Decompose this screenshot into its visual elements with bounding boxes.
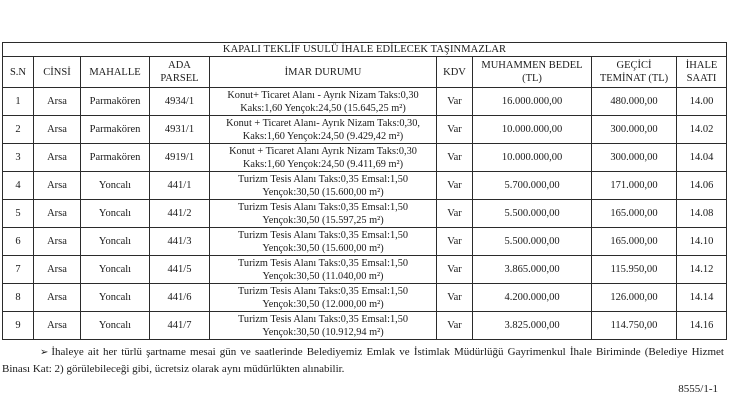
cell-cinsi: Arsa <box>34 200 81 228</box>
cell-imar-line2: Yençok:30,50 (15.597,25 m²) <box>262 214 384 226</box>
header-mahalle: MAHALLE <box>81 57 150 88</box>
cell-imar-line1: Turizm Tesis Alanı Taks:0,35 Emsal:1,50 <box>238 313 408 325</box>
table-row <box>3 284 727 312</box>
cell-imar-line1: Turizm Tesis Alanı Taks:0,35 Emsal:1,50 <box>238 229 408 241</box>
cell-imar-line1: Konut + Ticaret Alanı Ayrık Nizam Taks:0,30 <box>229 145 417 157</box>
table-header-row <box>3 57 727 88</box>
cell-mahalle: Parmakören <box>81 144 150 172</box>
reference-number: 8555/1-1 <box>678 383 718 395</box>
cell-bedel: 16.000.000,00 <box>473 88 592 116</box>
cell-imar <box>210 144 437 172</box>
cell-imar <box>210 312 437 340</box>
cell-kdv: Var <box>437 88 473 116</box>
cell-kdv: Var <box>437 172 473 200</box>
cell-ada-parsel: 441/3 <box>150 228 210 256</box>
cell-imar-line2: Kaks:1,60 Yençok:24,50 (15.645,25 m²) <box>240 102 406 114</box>
cell-imar <box>210 172 437 200</box>
cell-ada-parsel: 441/2 <box>150 200 210 228</box>
cell-sn: 4 <box>3 172 34 200</box>
cell-bedel: 10.000.000,00 <box>473 116 592 144</box>
table-title-row <box>3 43 727 57</box>
header-saat-line2: SAATI <box>686 73 717 84</box>
cell-bedel: 5.500.000,00 <box>473 228 592 256</box>
cell-teminat: 114.750,00 <box>592 312 677 340</box>
table-row <box>3 172 727 200</box>
cell-imar-line1: Konut + Ticaret Alanı- Ayrık Nizam Taks:0,30, <box>226 117 420 129</box>
cell-bedel: 3.865.000,00 <box>473 256 592 284</box>
cell-mahalle: Parmakören <box>81 88 150 116</box>
cell-sn: 7 <box>3 256 34 284</box>
cell-bedel: 5.500.000,00 <box>473 200 592 228</box>
cell-ada-parsel: 441/1 <box>150 172 210 200</box>
header-cinsi: CİNSİ <box>34 57 81 88</box>
cell-saat: 14.12 <box>677 256 727 284</box>
cell-imar-line1: Turizm Tesis Alanı Taks:0,35 Emsal:1,50 <box>238 173 408 185</box>
cell-imar-line2: Yençok:30,50 (12.000,00 m²) <box>262 298 384 310</box>
cell-kdv: Var <box>437 116 473 144</box>
cell-bedel: 3.825.000,00 <box>473 312 592 340</box>
cell-cinsi: Arsa <box>34 116 81 144</box>
table-row <box>3 228 727 256</box>
cell-kdv: Var <box>437 312 473 340</box>
table-row <box>3 256 727 284</box>
cell-sn: 6 <box>3 228 34 256</box>
cell-imar-line2: Yençok:30,50 (15.600,00 m²) <box>262 242 384 254</box>
cell-imar-line2: Kaks:1,60 Yençok:24,50 (9.429,42 m²) <box>242 130 404 142</box>
cell-ada-parsel: 441/6 <box>150 284 210 312</box>
header-parsel: PARSEL <box>160 73 199 84</box>
cell-cinsi: Arsa <box>34 312 81 340</box>
header-bedel-line1: MUHAMMEN BEDEL <box>481 60 583 71</box>
cell-kdv: Var <box>437 228 473 256</box>
cell-teminat: 126.000,00 <box>592 284 677 312</box>
header-saat <box>677 57 727 88</box>
cell-bedel: 4.200.000,00 <box>473 284 592 312</box>
cell-bedel: 5.700.000,00 <box>473 172 592 200</box>
header-bedel <box>473 57 592 88</box>
table-row <box>3 312 727 340</box>
table-row <box>3 116 727 144</box>
header-ada-parsel <box>150 57 210 88</box>
cell-ada-parsel: 4919/1 <box>150 144 210 172</box>
cell-imar <box>210 228 437 256</box>
cell-saat: 14.14 <box>677 284 727 312</box>
arrow-bullet-icon: ➢ <box>40 347 49 358</box>
cell-imar-line2: Yençok:30,50 (15.600,00 m²) <box>262 186 384 198</box>
header-imar: İMAR DURUMU <box>210 57 437 88</box>
cell-ada-parsel: 4934/1 <box>150 88 210 116</box>
cell-sn: 3 <box>3 144 34 172</box>
cell-sn: 1 <box>3 88 34 116</box>
note-paragraph <box>2 344 724 377</box>
header-teminat-line2: TEMİNAT (TL) <box>599 73 669 84</box>
cell-imar <box>210 116 437 144</box>
header-teminat <box>592 57 677 88</box>
cell-kdv: Var <box>437 200 473 228</box>
cell-imar-line1: Turizm Tesis Alanı Taks:0,35 Emsal:1,50 <box>238 285 408 297</box>
cell-saat: 14.04 <box>677 144 727 172</box>
cell-teminat: 300.000,00 <box>592 116 677 144</box>
header-saat-line1: İHALE <box>685 60 718 71</box>
cell-saat: 14.06 <box>677 172 727 200</box>
cell-imar-line2: Yençok:30,50 (11.040,00 m²) <box>262 270 384 282</box>
cell-kdv: Var <box>437 144 473 172</box>
cell-mahalle: Parmakören <box>81 116 150 144</box>
header-ada: ADA <box>168 60 191 71</box>
cell-imar <box>210 200 437 228</box>
cell-imar-line1: Turizm Tesis Alanı Taks:0,35 Emsal:1,50 <box>238 201 408 213</box>
cell-teminat: 165.000,00 <box>592 200 677 228</box>
cell-teminat: 480.000,00 <box>592 88 677 116</box>
cell-sn: 5 <box>3 200 34 228</box>
cell-saat: 14.00 <box>677 88 727 116</box>
cell-kdv: Var <box>437 256 473 284</box>
cell-mahalle: Yoncalı <box>81 312 150 340</box>
cell-cinsi: Arsa <box>34 284 81 312</box>
table-row <box>3 88 727 116</box>
cell-imar-line1: Konut+ Ticaret Alanı - Ayrık Nizam Taks:0,30 <box>227 89 419 101</box>
table-row <box>3 144 727 172</box>
table-row <box>3 200 727 228</box>
cell-bedel: 10.000.000,00 <box>473 144 592 172</box>
cell-mahalle: Yoncalı <box>81 172 150 200</box>
cell-saat: 14.10 <box>677 228 727 256</box>
cell-mahalle: Yoncalı <box>81 256 150 284</box>
cell-saat: 14.08 <box>677 200 727 228</box>
cell-imar-line2: Kaks:1,60 Yençok:24,50 (9.411,69 m²) <box>242 158 403 170</box>
cell-cinsi: Arsa <box>34 172 81 200</box>
cell-imar <box>210 88 437 116</box>
cell-kdv: Var <box>437 284 473 312</box>
note-text: İhaleye ait her türlü şartname mesai gün ve saatlerinde Belediyemiz Emlak ve İstimlak Müdürlüğü Gayrimenkul İhale Biriminde (Belediye Hizmet Binası Kat: 2) görülebileceği gibi, ücretsiz olarak aynı müdürlükten alınabilir. <box>2 346 724 375</box>
cell-teminat: 115.950,00 <box>592 256 677 284</box>
table-title: KAPALI TEKLİF USULÜ İHALE EDİLECEK TAŞINMAZLAR <box>3 43 727 57</box>
cell-cinsi: Arsa <box>34 228 81 256</box>
cell-cinsi: Arsa <box>34 144 81 172</box>
cell-teminat: 171.000,00 <box>592 172 677 200</box>
cell-saat: 14.02 <box>677 116 727 144</box>
cell-mahalle: Yoncalı <box>81 284 150 312</box>
header-kdv: KDV <box>437 57 473 88</box>
cell-sn: 9 <box>3 312 34 340</box>
cell-teminat: 300.000,00 <box>592 144 677 172</box>
cell-sn: 2 <box>3 116 34 144</box>
header-sn: S.N <box>3 57 34 88</box>
cell-ada-parsel: 441/7 <box>150 312 210 340</box>
cell-teminat: 165.000,00 <box>592 228 677 256</box>
cell-mahalle: Yoncalı <box>81 228 150 256</box>
cell-ada-parsel: 4931/1 <box>150 116 210 144</box>
cell-cinsi: Arsa <box>34 256 81 284</box>
header-teminat-line1: GEÇİCİ <box>616 60 652 71</box>
property-listing-table <box>2 42 727 340</box>
cell-mahalle: Yoncalı <box>81 200 150 228</box>
cell-ada-parsel: 441/5 <box>150 256 210 284</box>
cell-cinsi: Arsa <box>34 88 81 116</box>
header-bedel-line2: (TL) <box>522 73 542 84</box>
cell-imar <box>210 284 437 312</box>
cell-imar-line1: Turizm Tesis Alanı Taks:0,35 Emsal:1,50 <box>238 257 408 269</box>
cell-saat: 14.16 <box>677 312 727 340</box>
cell-sn: 8 <box>3 284 34 312</box>
cell-imar-line2: Yençok:30,50 (10.912,94 m²) <box>262 326 384 338</box>
cell-imar <box>210 256 437 284</box>
